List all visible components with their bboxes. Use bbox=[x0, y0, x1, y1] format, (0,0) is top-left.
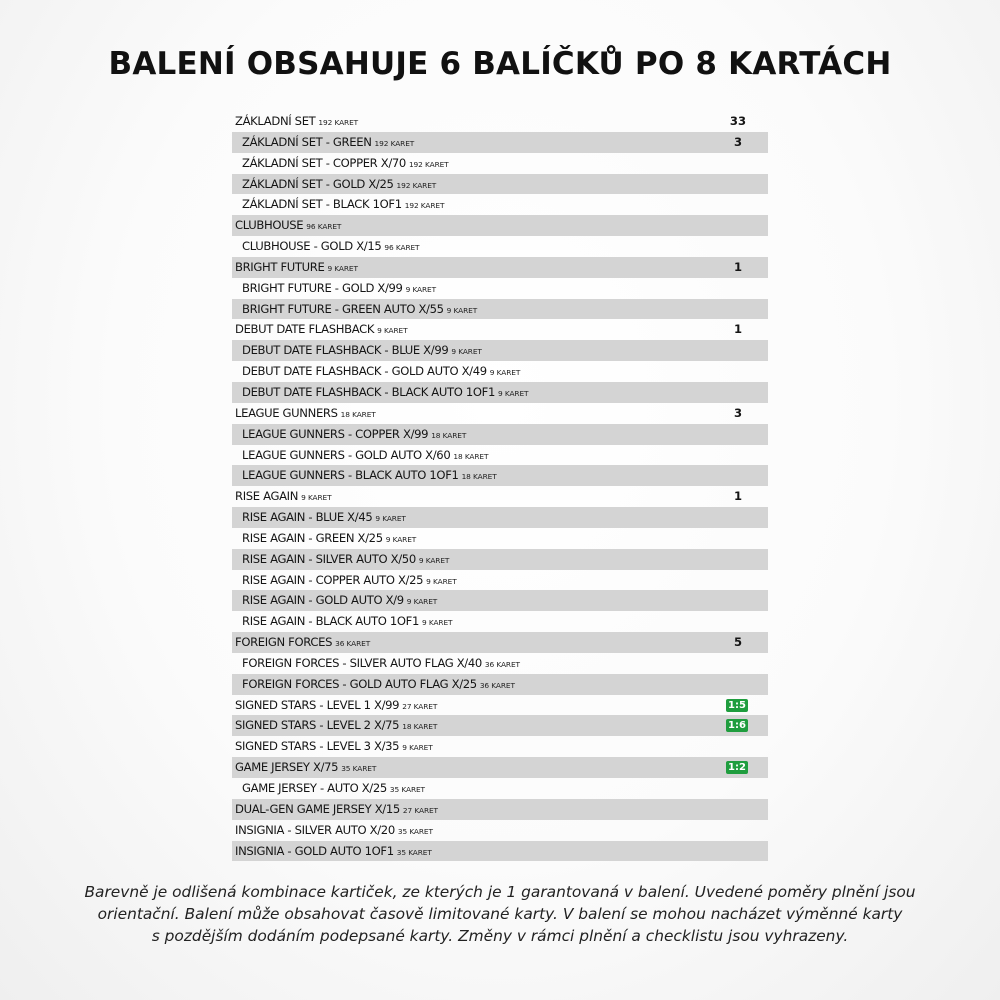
table-row bbox=[232, 319, 768, 340]
row-quantity: 1 bbox=[733, 489, 743, 504]
row-name bbox=[242, 278, 436, 301]
row-label: RISE AGAIN - BLUE X/45 bbox=[242, 510, 373, 525]
row-quantity: 1 bbox=[733, 322, 743, 337]
row-card-count: 9 KARET bbox=[451, 347, 482, 357]
table-row bbox=[232, 403, 768, 424]
row-label: RISE AGAIN - BLACK AUTO 1OF1 bbox=[242, 614, 419, 629]
row-name bbox=[235, 403, 376, 426]
row-card-count: 35 KARET bbox=[389, 785, 425, 794]
row-card-count: 18 KARET bbox=[340, 409, 376, 419]
row-label: BRIGHT FUTURE - GREEN AUTO X/55 bbox=[242, 301, 444, 316]
row-card-count: 9 KARET bbox=[426, 576, 457, 586]
table-row bbox=[232, 570, 768, 591]
table-row bbox=[232, 820, 768, 841]
row-card-count: 35 KARET bbox=[397, 826, 433, 836]
row-label: GAME JERSEY - AUTO X/25 bbox=[242, 781, 387, 795]
row-name bbox=[235, 257, 358, 280]
row-name bbox=[242, 445, 488, 468]
row-label: CLUBHOUSE - GOLD X/15 bbox=[242, 239, 382, 254]
row-quantity: 3 bbox=[733, 405, 743, 420]
row-card-count: 9 KARET bbox=[327, 263, 358, 273]
table-row bbox=[232, 653, 768, 674]
row-quantity: 1 bbox=[733, 259, 743, 274]
row-card-count: 9 KARET bbox=[418, 555, 450, 565]
row-card-count: 9 KARET bbox=[498, 388, 529, 398]
table-row bbox=[232, 382, 768, 403]
table-row bbox=[232, 757, 768, 778]
row-card-count: 192 KARET bbox=[374, 138, 415, 148]
row-name bbox=[235, 757, 376, 780]
row-label: RISE AGAIN - COPPER AUTO X/25 bbox=[242, 572, 424, 587]
row-label: LEAGUE GUNNERS - BLACK AUTO 1OF1 bbox=[242, 468, 459, 483]
row-name bbox=[242, 674, 515, 697]
row-card-count: 96 KARET bbox=[384, 243, 420, 253]
table-row bbox=[232, 486, 768, 507]
row-name bbox=[242, 361, 520, 384]
row-card-count: 192 KARET bbox=[318, 118, 359, 127]
row-card-count: 36 KARET bbox=[335, 639, 371, 649]
table-row bbox=[232, 111, 768, 132]
table-row bbox=[232, 215, 768, 236]
row-card-count: 35 KARET bbox=[396, 847, 432, 857]
ratio-badge: 1:5 bbox=[726, 699, 748, 712]
row-name bbox=[242, 132, 414, 155]
row-label: RISE AGAIN - GREEN X/25 bbox=[242, 530, 383, 545]
table-row bbox=[232, 799, 768, 820]
row-card-count: 9 KARET bbox=[377, 326, 408, 336]
table-row bbox=[232, 632, 768, 653]
row-quantity: 5 bbox=[733, 635, 743, 650]
row-card-count: 36 KARET bbox=[484, 659, 520, 669]
table-row bbox=[232, 174, 768, 195]
row-name bbox=[242, 590, 437, 613]
row-name bbox=[242, 424, 466, 447]
row-label: RISE AGAIN bbox=[235, 489, 299, 504]
row-label: SIGNED STARS - LEVEL 1 X/99 bbox=[235, 697, 400, 712]
row-label: INSIGNIA - SILVER AUTO X/20 bbox=[235, 822, 395, 837]
row-name bbox=[242, 611, 452, 634]
row-label: SIGNED STARS - LEVEL 3 X/35 bbox=[235, 739, 400, 754]
row-name bbox=[235, 632, 370, 655]
row-label: LEAGUE GUNNERS bbox=[235, 405, 338, 420]
table-row bbox=[232, 445, 768, 466]
footnote-line: Barevně je odlišená kombinace kartiček, ze kterých je 1 garantovaná v balení. Uvedené poměry plnění jsou bbox=[84, 883, 916, 901]
footnote bbox=[40, 881, 960, 947]
row-card-count: 18 KARET bbox=[461, 472, 497, 482]
row-card-count: 9 KARET bbox=[421, 618, 453, 628]
row-name bbox=[242, 778, 425, 801]
row-card-count: 27 KARET bbox=[402, 805, 438, 815]
row-label: CLUBHOUSE bbox=[235, 218, 304, 233]
row-name bbox=[242, 153, 449, 176]
row-card-count: 9 KARET bbox=[406, 597, 438, 607]
row-name bbox=[242, 465, 497, 488]
row-name bbox=[235, 111, 358, 134]
ratio-badge: 1:2 bbox=[726, 761, 748, 774]
table-row bbox=[232, 361, 768, 382]
row-card-count: 36 KARET bbox=[479, 680, 515, 690]
row-name bbox=[242, 382, 528, 405]
table-row bbox=[232, 194, 768, 215]
table-row bbox=[232, 695, 768, 716]
row-name bbox=[235, 486, 332, 509]
row-name bbox=[242, 194, 444, 217]
row-name bbox=[242, 570, 457, 593]
row-label: INSIGNIA - GOLD AUTO 1OF1 bbox=[235, 843, 394, 858]
table-row bbox=[232, 736, 768, 757]
row-label: FOREIGN FORCES - SILVER AUTO FLAG X/40 bbox=[242, 655, 482, 670]
row-label: LEAGUE GUNNERS - COPPER X/99 bbox=[242, 426, 429, 441]
row-card-count: 18 KARET bbox=[402, 722, 438, 732]
row-label: LEAGUE GUNNERS - GOLD AUTO X/60 bbox=[242, 447, 451, 462]
table-row bbox=[232, 674, 768, 695]
table-row bbox=[232, 590, 768, 611]
row-name bbox=[235, 841, 432, 864]
row-card-count: 96 KARET bbox=[306, 222, 342, 232]
table-row bbox=[232, 841, 768, 862]
row-name bbox=[242, 236, 419, 259]
table-row bbox=[232, 611, 768, 632]
row-name bbox=[235, 820, 433, 843]
row-label: RISE AGAIN - SILVER AUTO X/50 bbox=[242, 551, 416, 566]
row-name bbox=[242, 299, 477, 322]
row-quantity: 3 bbox=[733, 134, 743, 149]
row-name bbox=[242, 174, 436, 197]
row-name bbox=[242, 528, 416, 551]
row-card-count: 192 KARET bbox=[408, 159, 449, 169]
row-name bbox=[235, 715, 437, 738]
page-title: BALENÍ OBSAHUJE 6 BALÍČKŮ PO 8 KARTÁCH bbox=[108, 46, 892, 82]
row-label: SIGNED STARS - LEVEL 2 X/75 bbox=[235, 718, 400, 733]
row-label: ZÁKLADNÍ SET - GREEN bbox=[242, 134, 372, 149]
table-row bbox=[232, 715, 768, 736]
table-row bbox=[232, 153, 768, 174]
table-row bbox=[232, 257, 768, 278]
row-name bbox=[235, 319, 408, 342]
row-name bbox=[242, 507, 406, 530]
row-label: ZÁKLADNÍ SET bbox=[235, 114, 316, 128]
row-name bbox=[235, 695, 437, 718]
row-card-count: 35 KARET bbox=[341, 764, 377, 774]
row-card-count: 192 KARET bbox=[396, 180, 437, 190]
table-row bbox=[232, 424, 768, 445]
row-label: ZÁKLADNÍ SET - BLACK 1OF1 bbox=[242, 197, 402, 212]
row-card-count: 9 KARET bbox=[402, 743, 433, 753]
row-card-count: 9 KARET bbox=[489, 368, 521, 378]
ratio-badge: 1:6 bbox=[726, 719, 748, 732]
table-row bbox=[232, 778, 768, 799]
checklist-table bbox=[232, 111, 768, 861]
table-row bbox=[232, 549, 768, 570]
row-label: BRIGHT FUTURE bbox=[235, 259, 325, 274]
row-quantity: 33 bbox=[729, 114, 747, 128]
row-card-count: 9 KARET bbox=[375, 514, 406, 524]
row-label: DEBUT DATE FLASHBACK - BLACK AUTO 1OF1 bbox=[242, 384, 495, 399]
row-label: DUAL-GEN GAME JERSEY X/15 bbox=[235, 801, 400, 816]
row-card-count: 9 KARET bbox=[446, 305, 478, 315]
row-card-count: 9 KARET bbox=[385, 534, 417, 544]
row-card-count: 27 KARET bbox=[402, 701, 438, 711]
row-label: BRIGHT FUTURE - GOLD X/99 bbox=[242, 280, 403, 295]
row-name bbox=[235, 736, 433, 759]
row-label: ZÁKLADNÍ SET - COPPER X/70 bbox=[242, 155, 406, 170]
row-card-count: 18 KARET bbox=[431, 430, 467, 440]
table-row bbox=[232, 299, 768, 320]
row-label: FOREIGN FORCES bbox=[235, 635, 333, 650]
table-row bbox=[232, 236, 768, 257]
row-name bbox=[235, 215, 341, 238]
table-row bbox=[232, 528, 768, 549]
row-name bbox=[242, 549, 449, 572]
row-name bbox=[242, 653, 520, 676]
row-label: ZÁKLADNÍ SET - GOLD X/25 bbox=[242, 176, 394, 191]
row-name bbox=[242, 340, 482, 363]
table-row bbox=[232, 278, 768, 299]
row-card-count: 192 KARET bbox=[404, 201, 445, 211]
table-row bbox=[232, 465, 768, 486]
row-label: GAME JERSEY X/75 bbox=[235, 760, 339, 775]
row-label: FOREIGN FORCES - GOLD AUTO FLAG X/25 bbox=[242, 676, 477, 691]
row-name bbox=[235, 799, 438, 822]
table-row bbox=[232, 132, 768, 153]
row-card-count: 9 KARET bbox=[405, 284, 437, 294]
row-label: DEBUT DATE FLASHBACK - BLUE X/99 bbox=[242, 343, 449, 358]
row-card-count: 9 KARET bbox=[301, 493, 332, 503]
table-row bbox=[232, 507, 768, 528]
row-label: DEBUT DATE FLASHBACK - GOLD AUTO X/49 bbox=[242, 364, 487, 379]
footnote-line: orientační. Balení může obsahovat časově limitované karty. V balení se mohou nacházet výměnné karty bbox=[97, 905, 903, 923]
table-row bbox=[232, 340, 768, 361]
row-card-count: 18 KARET bbox=[453, 451, 489, 461]
row-label: RISE AGAIN - GOLD AUTO X/9 bbox=[242, 593, 404, 608]
row-label: DEBUT DATE FLASHBACK bbox=[235, 322, 375, 337]
footnote-line: s pozdějším dodáním podepsané karty. Změny v rámci plnění a checklistu jsou vyhrazeny. bbox=[151, 927, 849, 945]
